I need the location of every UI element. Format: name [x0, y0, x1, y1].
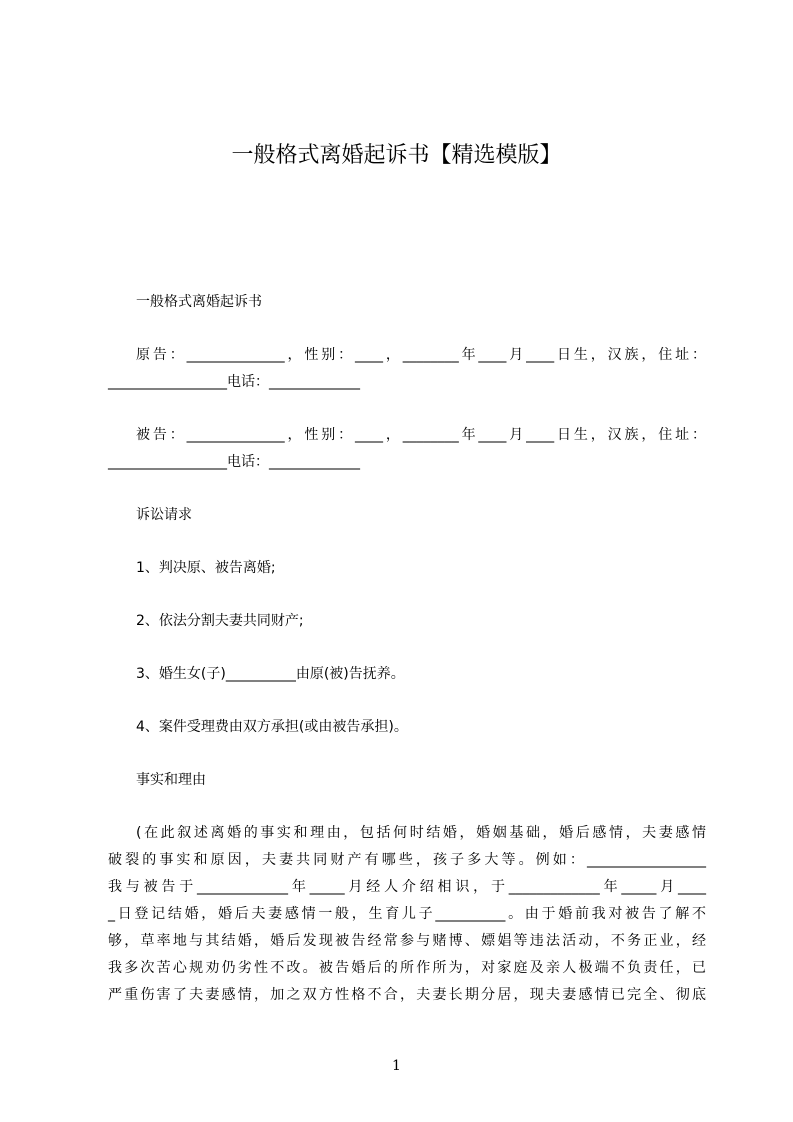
- facts-heading: 事实和理由: [136, 772, 206, 788]
- page-number: 1: [392, 1058, 401, 1074]
- facts-line-6: 我多次苦心规劝仍劣性不改。被告婚后的所作所为，对家庭及亲人极端不负责任，已: [108, 960, 706, 976]
- subtitle: 一般格式离婚起诉书: [136, 294, 262, 310]
- facts-line-4: _日登记结婚，婚后夫妻感情一般，生育儿子__________。由于婚前我对被告了解不: [108, 906, 706, 922]
- claim-item-4: 4、案件受理费由双方承担(或由被告承担)。: [136, 719, 408, 735]
- facts-line-3: 我与被告于_____________年_____月经人介绍相识，于_____________年_____月____: [108, 879, 706, 895]
- claims-heading: 诉讼请求: [136, 507, 192, 523]
- defendant-line-1: 被告：______________，性别：____，________年____月____日生，汉族，住址：: [136, 427, 706, 443]
- claim-item-2: 2、依法分割夫妻共同财产;: [136, 613, 304, 629]
- claim-item-3: 3、婚生女(子)__________由原(被)告抚养。: [136, 666, 405, 682]
- facts-line-7: 严重伤害了夫妻感情，加之双方性格不合，夫妻长期分居，现夫妻感情已完全、彻底: [108, 987, 706, 1003]
- defendant-line-2: _________________电话：_____________: [108, 454, 360, 470]
- claim-item-1: 1、判决原、被告离婚;: [136, 560, 276, 576]
- plaintiff-line-2: _________________电话：_____________: [108, 374, 360, 390]
- facts-line-1: (在此叙述离婚的事实和理由，包括何时结婚，婚姻基础，婚后感情，夫妻感情: [136, 825, 706, 841]
- document-title: 一般格式离婚起诉书【精选模版】: [231, 143, 562, 168]
- facts-line-2: 破裂的事实和原因，夫妻共同财产有哪些，孩子多大等。例如：_________________: [108, 852, 706, 868]
- plaintiff-line-1: 原告：______________，性别：____，________年____月____日生，汉族，住址：: [136, 347, 706, 363]
- facts-line-5: 够，草率地与其结婚，婚后发现被告经常参与赌博、嫖娼等违法活动，不务正业，经: [108, 933, 706, 949]
